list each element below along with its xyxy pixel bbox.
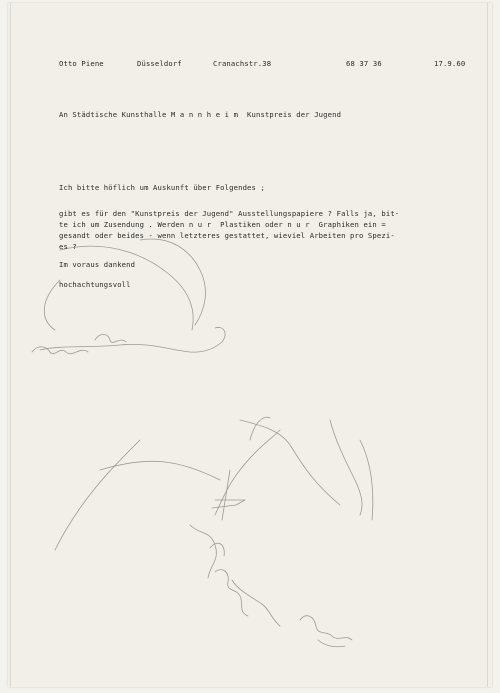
body-line-1: gibt es für den "Kunstpreis der Jugend" Ausstellungspapiere ? Falls ja, bit- [59,209,400,218]
sender-phone: 68 37 36 [346,59,382,68]
sender-name: Otto Piene [59,59,104,68]
signoff-line: hochachtungsvoll [59,280,131,289]
body-line-3: gesandt oder beides - wenn letzteres gestattet, wieviel Arbeiten pro Spezi- [59,231,395,240]
body-line-2: te ich um Zusendung . Werden n u r Plastiken oder n u r Graphiken ein = [59,220,386,229]
intro-line: Ich bitte höflich um Auskunft über Folgendes ; [59,183,265,192]
letter-date: 17.9.60 [434,59,466,68]
closing-line: Im voraus dankend [59,260,136,269]
sender-street: Cranachstr.38 [213,59,272,68]
sender-city: Düsseldorf [137,59,182,68]
body-line-4: es ? [59,242,77,251]
recipient-line: An Städtische Kunsthalle M a n n h e i m Kunstpreis der Jugend [59,110,342,119]
